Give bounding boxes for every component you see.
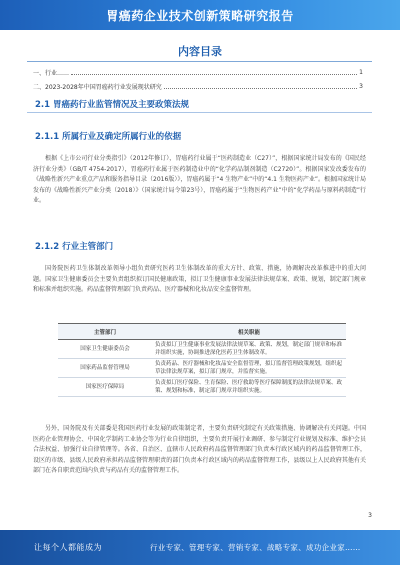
toc-entry[interactable] — [33, 81, 363, 91]
section-heading-2-1-1: 2.1.1 所属行业及确定所属行业的依据 — [35, 132, 182, 142]
paragraph-industry-classification: 根据《上市公司行业分类指引》（2012年修订），胃癌药行业属于“医药制造业（C27）”，根据国家统计局发布的《国民经济行业分类》（GB/T 4754-2017），胃癌药行业属于医药制造业中的“化学药品制剂制造（C2720）”。根据国家发改委发布的《战略性新兴产业重点产品和服务指导目录（2016版）》，胃癌药属于“4 生物产业”中的“4.1 生物医药产业”。根据国家统计局发布的《战略性新兴产业分类（2018）》（国家统计局令第23号），胃癌药属于“生物医药产业”中的“化学药品与原料药制造”行业。 — [33, 155, 366, 204]
page-number: 3 — [368, 512, 372, 519]
dept-duties: 负责拟订医疗保险、生育保险、医疗救助等医疗保障制度的法律法规草案、政策、规划和标准，制定部门规章并组织实施。 — [152, 378, 346, 397]
toc-entry-label: 二、2023-2028年中国胃癌药行业发展现状研究 — [33, 83, 162, 91]
regulator-table — [58, 323, 346, 397]
toc-entry-page: 1 — [359, 68, 363, 76]
table-header-dept: 主管部门 — [58, 324, 152, 340]
table-row — [58, 378, 346, 397]
toc-leader-dots — [164, 83, 357, 89]
section-heading-2-1: 2.1 胃癌药行业监管情况及主要政策法规 — [35, 100, 190, 110]
dept-duties: 负责拟订卫生健康事业发展法律法规草案、政策、规划，制定部门规章和标准并组织实施，协调推进深化医药卫生体制改革。 — [152, 340, 346, 359]
table-header-duties: 相关职能 — [152, 324, 346, 340]
report-footer — [0, 530, 400, 565]
table-header-row — [58, 324, 346, 340]
report-title: 胃癌药企业技术创新策略研究报告 — [106, 9, 294, 23]
section-heading-2-1-2: 2.1.2 行业主管部门 — [35, 242, 114, 252]
toc-leader-dots — [71, 69, 357, 75]
table-row — [58, 359, 346, 378]
dept-duties: 负责药品、医疗器械和化妆品安全监督管理，拟订监督管理政策规划，组织起草法律法规草案，拟订部门规章，并监督实施。 — [152, 359, 346, 378]
footer-tagline: 行业专家、管理专家、营销专家、战略专家、成功企业家…… — [150, 543, 361, 552]
toc-top-rule — [27, 61, 372, 62]
toc-entry[interactable] — [33, 67, 363, 77]
table-row — [58, 340, 346, 359]
toc-heading: 内容目录 — [178, 45, 222, 58]
footer-slogan: 让每个人都能成为 — [34, 543, 102, 552]
toc-entry-page: 3 — [359, 82, 363, 90]
dept-name: 国家药品监督管理局 — [58, 359, 152, 378]
dept-name: 国家卫生健康委员会 — [58, 340, 152, 359]
dept-name: 国家医疗保障局 — [58, 378, 152, 397]
paragraph-regulators: 国务院医药卫生体制改革领导小组负责研究医药卫生体制改革的重大方针、政策、措施，协调解决改革推进中的重大问题。国家卫生健康委员会主要负责组织拟订国民健康政策，拟订卫生健康事业发展法律法规草案、政策、规划，制定部门规章和标准并组织实施。药品监督管理部门负责药品、医疗器械和化妆品安全监督管理。 — [33, 265, 366, 293]
toc-entry-label: 一、行业…… — [33, 69, 70, 77]
section-divider — [27, 112, 372, 113]
report-header — [0, 0, 400, 30]
paragraph-industry-governance: 另外，国务院及有关部委是我国医药行业发展的政策制定者，主要负责研究制定有关政策措施、协调解决有关问题。中国医药企业管理协会、中国化学制药工业协会等为行业自律组织，主要负责开展行业调研、参与制定行业规划及标准、维护会员合法权益、加强行业自律管理等。各省、自治区、直辖市人民政府药品监督管理部门负责本行政区域内的药品监督管理工作，设区的市级、县级人民政府承担药品监督管理职责的部门负责本行政区域内的药品监督管理工作，县级以上人民政府其他有关部门在各自职责范围内负责与药品有关的监督管理工作。 — [33, 425, 366, 474]
